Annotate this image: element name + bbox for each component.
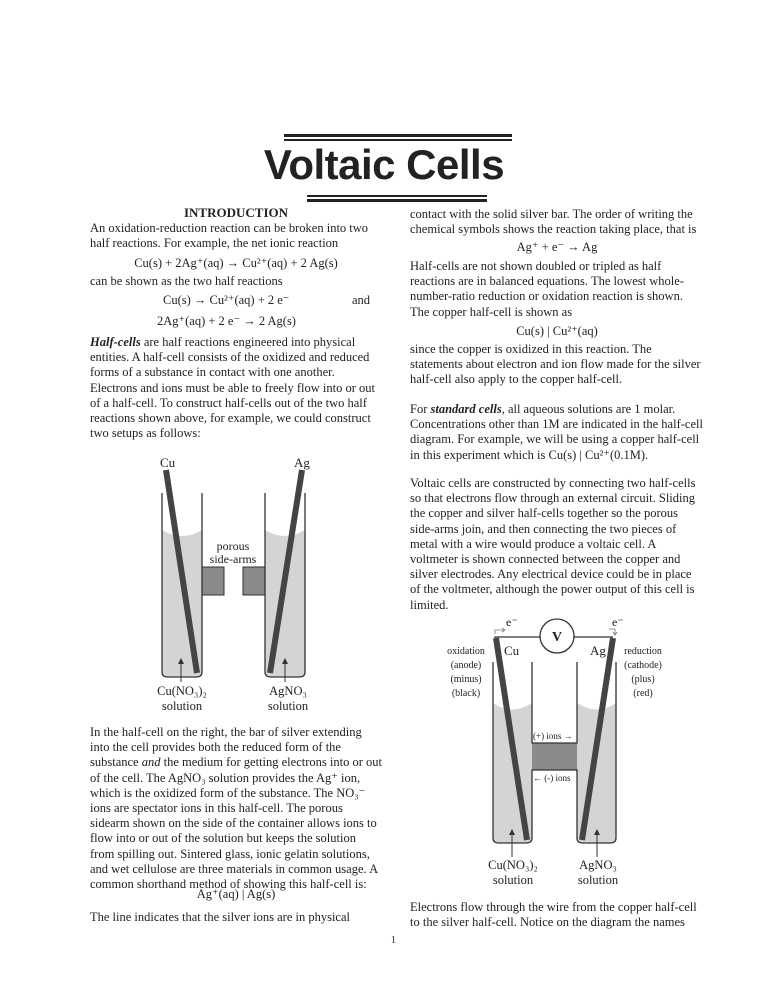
title-rule-bottom — [307, 199, 487, 202]
equation: Ag⁺(aq) | Ag(s) — [196, 887, 276, 901]
cathode-label: (cathode) — [624, 660, 662, 671]
voltmeter-label: V — [551, 630, 563, 645]
term: standard cells — [430, 402, 502, 416]
half-cells-diagram — [130, 452, 350, 682]
anode-label: oxidation — [447, 646, 485, 657]
paragraph: The line indicates that the silver ions are in physical — [90, 910, 350, 924]
equation: Cu(s) → Cu²⁺(aq) + 2 e⁻ — [163, 293, 290, 307]
paragraph — [90, 725, 382, 892]
electron-label: e⁻ — [506, 615, 518, 629]
anode-label: (anode) — [450, 660, 482, 671]
solution-word: solution — [267, 699, 309, 714]
solution-formula: AgNO₃ — [579, 858, 617, 872]
title-rule-bottom-thin — [307, 195, 487, 197]
left-porous-arm — [202, 567, 224, 595]
positive-ions-label: (+) ions → — [533, 731, 573, 741]
label-ag: Ag — [294, 455, 310, 470]
electron-label: e⁻ — [612, 615, 624, 629]
right-solution-label — [248, 684, 328, 714]
page-number: 1 — [391, 935, 396, 946]
term: Half-cells — [90, 335, 141, 349]
equation: 2Ag⁺(aq) + 2 e⁻ → 2 Ag(s) — [157, 314, 296, 328]
paragraph: Electrons flow through the wire from the copper half-cell to the silver half-cell. Notice on the diagram the names — [410, 900, 697, 930]
solution-formula: Cu(NO₃)₂ — [157, 684, 207, 698]
emphasis: and — [141, 755, 161, 770]
cathode-label: (plus) — [631, 674, 655, 685]
solution-formula: Cu(NO₃)₂ — [488, 858, 538, 872]
cathode-label: reduction — [624, 646, 662, 657]
paragraph-text: , all aqueous solutions are 1 molar. Concentrations other than 1M are indicated in the half-cell diagram. For example, we will be using a copper half-cell in this experiment which is Cu(s) | Cu²⁺(0.1M). — [410, 402, 703, 462]
anode-label: (black) — [451, 688, 481, 699]
salt-bridge — [532, 743, 577, 770]
anode-labels — [440, 645, 492, 701]
equation: Cu(s) + 2Ag⁺(aq) → Cu²⁺(aq) + 2 Ag(s) — [134, 256, 338, 270]
electron-arrow-icon — [609, 629, 617, 635]
paragraph-text: are half reactions engineered into physical entities. A half-cell consists of the oxidized and reduced forms of a substance in contact with one another. Electrons and ions must be able to freely flow into or out of a half-cell. To construct half-cells out of the two half reactions shown above, for example, we could construct two setups as follows: — [90, 335, 376, 441]
paragraph: contact with the solid silver bar. The order of writing the chemical symbols shows the reaction taking place, that is — [410, 207, 697, 237]
equation: Cu(s) | Cu²⁺(aq) — [516, 324, 598, 338]
section-heading: INTRODUCTION — [183, 205, 288, 220]
solution-formula: AgNO₃ — [269, 684, 307, 698]
paragraph: An oxidation-reduction reaction can be broken into two half reactions. For example, the net ionic reaction — [90, 221, 369, 251]
right-porous-arm — [243, 567, 265, 595]
left-solution-label — [142, 684, 222, 714]
solution-word: solution — [161, 699, 203, 714]
title-rule-top — [284, 134, 512, 137]
right-solution-label — [558, 858, 638, 888]
label-cu: Cu — [504, 643, 520, 658]
left-solution-label — [473, 858, 553, 888]
paragraph: since the copper is oxidized in this reaction. The statements about electron and ion flow made for the silver half-cell also apply to the copper half-cell. — [410, 342, 701, 387]
paragraph — [410, 402, 704, 463]
cathode-labels — [616, 645, 670, 701]
paragraph: can be shown as the two half reactions — [90, 274, 283, 288]
paragraph — [90, 335, 382, 441]
paragraph: Voltaic cells are constructed by connecting two half-cells so that electrons flow through an external circuit. Sliding the copper and silver half-cells together so the porous side-arms join, and then connecting the two pieces of metal with a wire would produce a voltaic cell. A voltmeter is shown connected between the copper and silver electrodes. Any electrical device could be in place of the voltmeter, although the power output of this cell is limited. — [410, 476, 696, 612]
paragraph-text: the medium for getting electrons into or out of the cell. The AgNO₃ solution provides the Ag⁺ ion, which is the oxidized form of the substance. The NO₃⁻ ions are spectator ions in this half-cell. The porous sidearm shown on the side of the container allows ions to flow into or out of the solution but keeps the solution from spilling out. Sintered glass, ionic gelatin solutions, and wet cellulose are three materials in common usage. A common shorthand method of showing this half-cell is: — [90, 755, 382, 892]
label-ag: Ag — [590, 643, 606, 658]
electron-arrow-icon — [495, 628, 505, 634]
solution-word: solution — [577, 873, 619, 888]
solution-word: solution — [492, 873, 534, 888]
page-title: Voltaic Cells — [263, 141, 505, 188]
anode-label: (minus) — [450, 674, 482, 685]
paragraph-text: For — [410, 402, 431, 416]
paragraph: Half-cells are not shown doubled or tripled as half reactions are in balanced equations. The lowest whole-number-ratio reduction or oxidation reaction is shown. The copper half-cell is shown as — [410, 259, 684, 319]
label-cu: Cu — [160, 455, 176, 470]
porous-label: porous — [216, 539, 250, 553]
negative-ions-label: ← (-) ions — [533, 773, 571, 783]
cathode-label: (red) — [633, 688, 653, 699]
paragraph-text: In the half-cell on the right, the bar of silver extending into the cell provides both the reduced form of the substance — [90, 725, 362, 770]
equation: Ag⁺ + e⁻ → Ag — [516, 240, 598, 254]
conjunction: and — [352, 293, 371, 307]
porous-label: side-arms — [209, 552, 257, 566]
